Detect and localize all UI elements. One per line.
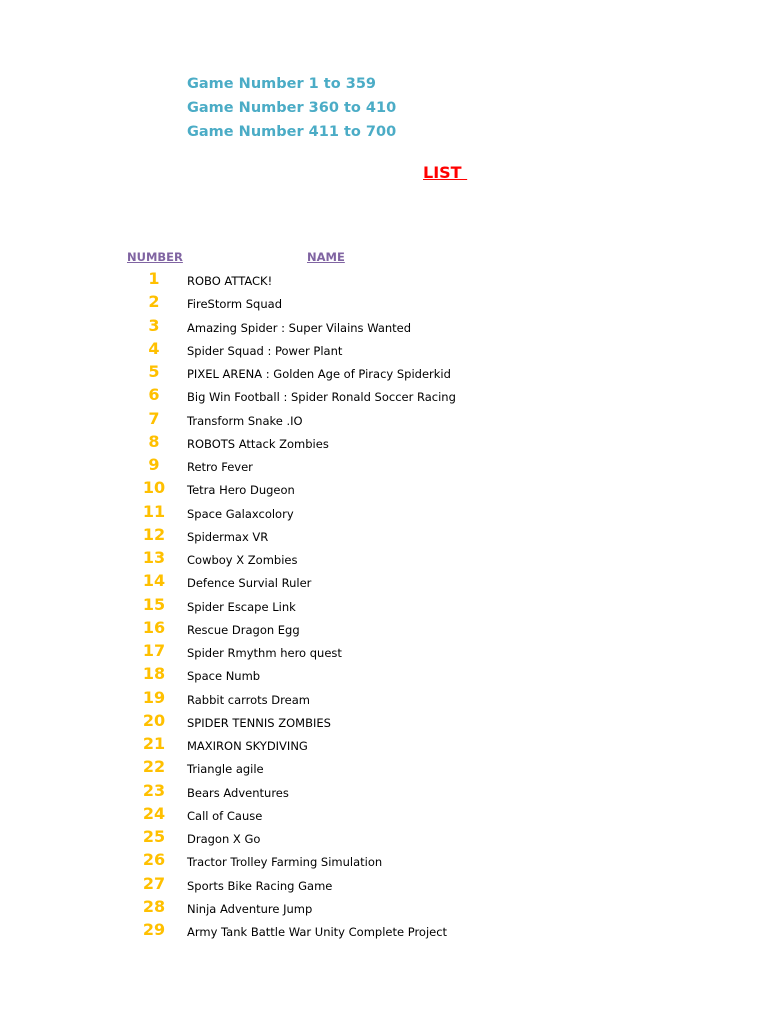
game-name: Space Numb xyxy=(187,669,261,684)
list-item xyxy=(0,873,768,896)
game-number: 5 xyxy=(148,362,160,381)
game-name: Spider Squad : Power Plant xyxy=(187,343,343,358)
list-item xyxy=(0,826,768,849)
game-number: 14 xyxy=(142,571,166,591)
game-name: Army Tank Battle War Unity Complete Project xyxy=(187,925,448,939)
game-name: Call of Cause xyxy=(187,808,263,823)
column-header-number: NUMBER xyxy=(127,250,183,264)
game-name: Sports Bike Racing Game xyxy=(187,878,333,893)
game-number: 11 xyxy=(142,501,166,521)
game-name: Spider Escape Link xyxy=(187,599,296,614)
list-item xyxy=(0,431,768,454)
game-number: 1 xyxy=(148,269,160,288)
list-item xyxy=(0,594,768,617)
game-name: FireStorm Squad xyxy=(187,297,282,312)
game-name: Transform Snake .IO xyxy=(187,413,303,428)
game-number: 24 xyxy=(142,803,166,823)
list-item xyxy=(0,408,768,431)
list-item xyxy=(0,756,768,779)
game-name: Bears Adventures xyxy=(187,785,289,800)
list-item xyxy=(0,570,768,593)
list-item xyxy=(0,896,768,919)
game-name: ROBO ATTACK! xyxy=(187,274,273,288)
list-item xyxy=(0,268,768,291)
game-number: 26 xyxy=(142,850,166,870)
game-number: 18 xyxy=(142,664,166,684)
list-item xyxy=(0,547,768,570)
game-number: 15 xyxy=(142,594,166,614)
range-link-1-359[interactable]: Game Number 1 to 359 xyxy=(187,76,377,92)
list-item xyxy=(0,803,768,826)
game-number: 17 xyxy=(142,641,166,660)
game-name: Rabbit carrots Dream xyxy=(187,692,310,707)
game-number: 16 xyxy=(142,617,166,637)
list-item xyxy=(0,477,768,500)
game-number: 28 xyxy=(142,896,166,916)
game-number: 2 xyxy=(148,292,160,312)
game-name: MAXIRON SKYDIVING xyxy=(187,739,308,753)
game-name: Defence Survial Ruler xyxy=(187,576,312,591)
game-number: 6 xyxy=(148,385,160,405)
game-number: 29 xyxy=(142,920,166,939)
list-item xyxy=(0,454,768,477)
game-number: 22 xyxy=(142,757,166,777)
game-name: Spider Rmythm hero quest xyxy=(187,646,342,660)
list-item xyxy=(0,710,768,733)
list-item xyxy=(0,733,768,756)
list-item xyxy=(0,617,768,640)
game-number: 12 xyxy=(142,524,166,544)
game-name: Tractor Trolley Farming Simulation xyxy=(187,855,383,870)
game-number: 21 xyxy=(142,734,166,753)
list-item xyxy=(0,291,768,314)
game-name: Triangle agile xyxy=(187,762,264,777)
game-number: 25 xyxy=(142,827,166,846)
game-name: Cowboy X Zombies xyxy=(187,553,298,567)
game-name: Tetra Hero Dugeon xyxy=(187,483,295,498)
list-item xyxy=(0,524,768,547)
list-item xyxy=(0,384,768,407)
range-link-411-700[interactable]: Game Number 411 to 700 xyxy=(187,124,397,140)
game-name: Space Galaxcolory xyxy=(187,506,294,521)
game-name: Dragon X Go xyxy=(187,832,261,846)
list-item xyxy=(0,338,768,361)
list-title: LIST xyxy=(423,163,468,182)
game-number: 13 xyxy=(142,548,166,567)
game-name: PIXEL ARENA : Golden Age of Piracy Spiderkid xyxy=(187,367,451,381)
list-item xyxy=(0,849,768,872)
list-item xyxy=(0,919,768,942)
game-number: 3 xyxy=(148,315,160,335)
game-name: Spidermax VR xyxy=(187,529,269,544)
game-name: Retro Fever xyxy=(187,460,253,474)
game-number: 9 xyxy=(148,455,160,474)
game-number: 4 xyxy=(148,338,160,358)
game-number: 7 xyxy=(148,408,160,428)
game-name: Ninja Adventure Jump xyxy=(187,901,313,916)
game-name: Big Win Football : Spider Ronald Soccer Racing xyxy=(187,390,456,405)
game-number: 8 xyxy=(148,431,160,451)
list-item xyxy=(0,687,768,710)
game-range-links xyxy=(187,72,396,144)
game-name: ROBOTS Attack Zombies xyxy=(187,436,329,451)
list-item xyxy=(0,501,768,524)
list-item xyxy=(0,640,768,663)
game-list xyxy=(0,268,768,942)
game-number: 23 xyxy=(142,780,166,800)
list-item xyxy=(0,361,768,384)
game-name: Rescue Dragon Egg xyxy=(187,622,300,637)
game-number: 19 xyxy=(142,687,166,707)
list-item xyxy=(0,780,768,803)
list-item xyxy=(0,663,768,686)
game-number: 20 xyxy=(142,710,166,730)
game-name: SPIDER TENNIS ZOMBIES xyxy=(187,715,331,730)
game-number: 10 xyxy=(142,478,166,498)
column-header-name: NAME xyxy=(307,250,345,264)
game-number: 27 xyxy=(142,873,166,893)
list-item xyxy=(0,315,768,338)
range-link-360-410[interactable]: Game Number 360 to 410 xyxy=(187,100,397,116)
game-name: Amazing Spider : Super Vilains Wanted xyxy=(187,320,412,335)
